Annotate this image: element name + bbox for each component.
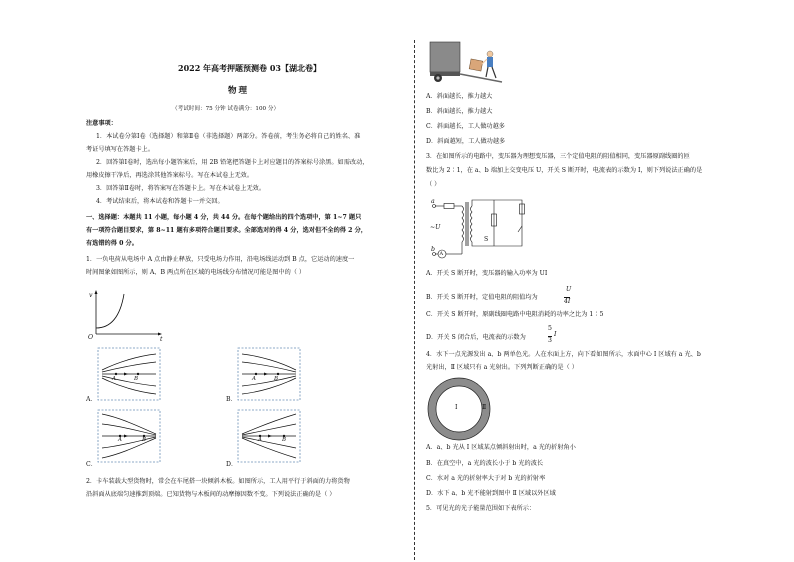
field-lines-figure-c [98, 410, 160, 462]
q2-option-c: C．斜面越长，工人做功越多 [426, 123, 505, 130]
notice-item-2-line-1: 2．回答第Ⅰ卷时，选出每小题答案后，用 2B 铅笔把答题卡上对应题目的答案标号涂黑。如需改动， [96, 159, 369, 166]
question-3-line-2: 数比为 2∶1，在 a、b 端加上交变电压 U，开关 S 断开时，电流表的示数为 I，则下列说法正确的是 [426, 167, 703, 174]
question-4-line-2: 光射出，Ⅱ 区域只有 a 光射出。下列判断正确的是（ ） [426, 364, 578, 371]
notice-item-3: 3．回答第Ⅱ卷时，将答案写在答题卡上。写在本试卷上无效。 [96, 185, 266, 192]
q3-option-b-fraction-den: 4I [564, 298, 571, 305]
field-lines-figure-b [238, 348, 300, 400]
option-a-label: A． [86, 396, 97, 403]
circuit-label-a: a [431, 198, 435, 205]
q3-option-d-fraction-den: 3 [548, 337, 552, 344]
graph-origin: O [88, 334, 94, 341]
q3-option-b-fraction-num: U [566, 286, 572, 293]
q4-option-d: D．水下 a、b 光不能射到图中 Ⅱ 区域以外区域 [426, 490, 556, 497]
notice-heading: 注意事项： [86, 120, 117, 127]
fig-d-label-a: A [258, 437, 262, 443]
q3-option-b: B．开关 S 断开时，定值电阻的阻值均为 [426, 294, 538, 301]
question-4-line-1: 4．水下一点光源发出 a、b 两单色光。人在水面上方，向下看如图所示，水面中心 Ⅰ 区域有 a 光、b [426, 351, 701, 358]
option-c-label: C． [86, 461, 97, 468]
option-b-label: B． [226, 396, 237, 403]
notice-item-1-line-2: 考证号填写在答题卡上。 [86, 146, 155, 153]
fig-d-label-b: B [282, 437, 287, 443]
fig-a-label-b: B [134, 376, 139, 382]
region-2-label: Ⅱ [482, 404, 487, 411]
q3-option-d: D．开关 S 闭合后，电流表的示数为 [426, 334, 526, 341]
q3-option-c: C．开关 S 断开时，原副线圈电路中电阻消耗的功率之比为 1∶5 [426, 311, 604, 318]
q3-option-a: A．开关 S 断开时，变压器的输入功率为 UI [426, 270, 548, 277]
question-1-line-2: 时间图象如图所示，则 A、B 两点所在区域的电场线分布情况可能是图中的（ ） [86, 269, 306, 276]
q4-option-c: C．水对 a 光的折射率大于对 b 光的折射率 [426, 475, 546, 482]
fig-c-label-b: B [142, 437, 147, 443]
q2-option-d: D．斜面越短，工人做功越多 [426, 138, 506, 145]
q2-option-a: A．斜面越长，推力越大 [426, 93, 493, 100]
circuit-label-b: b [431, 246, 435, 253]
question-3-line-1: 3．在如图所示的电路中，变压器为理想变压器，三个定值电阻的阻值相同，变压器原副线圈的匝 [426, 153, 690, 160]
fig-a-label-a: A [112, 376, 116, 382]
question-3-line-3: （ ） [426, 181, 441, 188]
graph-axis-v: v [89, 292, 93, 299]
fig-c-label-a: A [118, 437, 122, 443]
q4-option-a: A．a、b 光从 Ⅰ 区域某点倾斜射出时，a 光的折射角小 [426, 444, 576, 451]
velocity-time-graph [88, 288, 168, 340]
circuit-label-ammeter: A [439, 251, 444, 257]
region-1-label: Ⅰ [455, 404, 458, 411]
fig-b-label-a: A [252, 376, 256, 382]
page-title: 2022 年高考押题预测卷 03【湖北卷】 [178, 63, 321, 73]
circuit-label-s: S [484, 236, 489, 243]
transformer-circuit-diagram [430, 192, 530, 264]
column-divider [414, 40, 415, 560]
q3-option-d-fraction-num: 5 [548, 325, 552, 332]
q4-option-b: B．在真空中，a 光的波长小于 b 光的波长 [426, 460, 544, 467]
truck-ramp-illustration [428, 40, 504, 84]
question-1-line-1: 1．一负电荷从电场中 A 点由静止释放，只受电场力作用，沿电场线运动到 B 点，它运动的速度一 [86, 256, 355, 263]
q3-option-d-suffix: I [554, 331, 557, 338]
q2-option-b: B．斜面越长，推力越大 [426, 108, 493, 115]
circuit-label-u: ~U [430, 224, 441, 231]
notice-item-4: 4．考试结束后，将本试卷和答题卡一并交回。 [96, 198, 224, 205]
exam-info: （考试时间：75 分钟 试卷满分：100 分） [172, 106, 280, 112]
question-2-line-1: 2．卡车装载大型货物时，常会在车尾搭一块倾斜木板。如图所示，工人用平行于斜面的力将货物 [86, 478, 350, 485]
field-lines-figure-d [238, 410, 300, 462]
question-5-line-1: 5．可见光的光子能量范围如下表所示： [426, 505, 536, 512]
section-1-line-3: 有选错的得 0 分。 [86, 240, 138, 247]
question-2-line-2: 沿斜面从底端匀速推到顶端。已知货物与木板间的动摩擦因数不变。下列说法正确的是（ ） [86, 491, 336, 498]
fig-b-label-b: B [274, 376, 279, 382]
graph-axis-t: t [160, 336, 163, 343]
section-1-line-2: 有一项符合题目要求，第 8~11 题有多项符合题目要求。全部选对的得 4 分，选对但不全的得 2 分， [86, 227, 367, 234]
section-1-line-1: 一、选择题：本题共 11 小题，每小题 4 分，共 44 分。在每个题给出的四个选项中，第 1~7 题只 [86, 214, 362, 221]
field-lines-figure-a [98, 348, 160, 400]
notice-item-2-line-2: 用橡皮擦干净后，再选涂其他答案标号。写在本试卷上无效。 [86, 172, 254, 179]
option-d-label: D． [226, 461, 238, 468]
notice-item-1-line-1: 1．本试卷分第Ⅰ卷（选择题）和第Ⅱ卷（非选择题）两部分。答卷前，考生务必将自己的姓名、准 [96, 133, 361, 140]
subject-title: 物理 [228, 86, 250, 96]
